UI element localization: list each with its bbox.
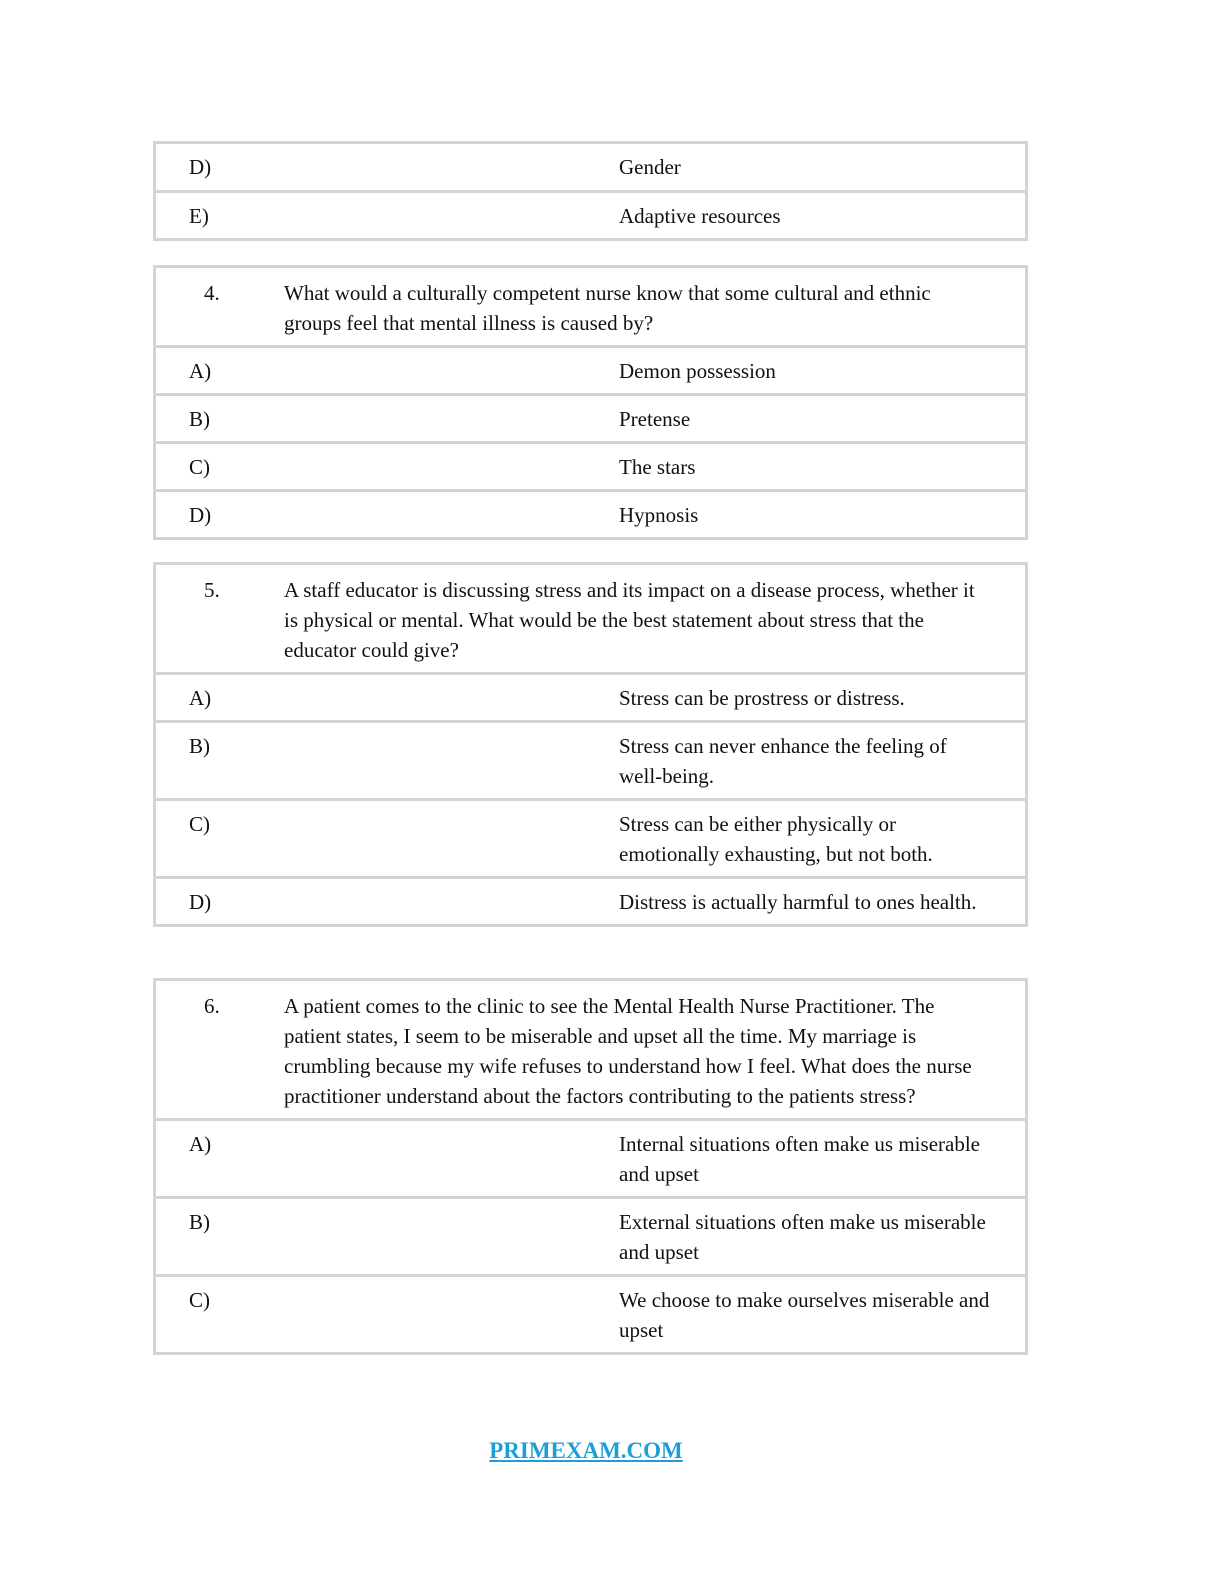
question-number: 4.: [204, 281, 220, 305]
option-letter: E): [189, 204, 209, 228]
question-5-table: [153, 562, 1028, 927]
option-text: Stress can never enhance the feeling of well-being.: [619, 734, 947, 788]
option-row-a: [156, 345, 1025, 393]
option-row-d: [156, 489, 1025, 537]
option-row-a: [156, 1118, 1025, 1196]
option-row-c: [156, 798, 1025, 876]
question-text: A patient comes to the clinic to see the Mental Health Nurse Practitioner. The patient states, I seem to be miserable and upset all the time. My marriage is crumbling because my wife refuses to understand how I feel. What does the nurse practitioner understand about the factors contributing to the patients stress?: [284, 994, 972, 1108]
option-letter: A): [189, 686, 212, 710]
option-row-a: [156, 672, 1025, 720]
option-text: Internal situations often make us miserable and upset: [619, 1132, 980, 1186]
option-letter: C): [189, 812, 210, 836]
option-letter: D): [189, 890, 212, 914]
option-text: We choose to make ourselves miserable and upset: [619, 1288, 990, 1342]
option-row-b: [156, 720, 1025, 798]
option-row-b: [156, 1196, 1025, 1274]
option-row-b: [156, 393, 1025, 441]
question-3-continued-table: [153, 141, 1028, 241]
option-letter: C): [189, 455, 210, 479]
option-row-c: [156, 1274, 1025, 1352]
option-text: Gender: [619, 155, 681, 179]
question-number: 5.: [204, 578, 220, 602]
option-text: Demon possession: [619, 359, 776, 383]
option-letter: D): [189, 503, 212, 527]
question-number: 6.: [204, 994, 220, 1018]
option-text: Distress is actually harmful to ones health.: [619, 890, 977, 914]
option-letter: A): [189, 359, 212, 383]
option-text: Pretense: [619, 407, 691, 431]
option-row-e: [156, 190, 1025, 238]
option-text: Stress can be either physically or emotionally exhausting, but not both.: [619, 812, 933, 866]
question-4-table: [153, 265, 1028, 540]
question-row: [156, 268, 1025, 345]
question-text: What would a culturally competent nurse know that some cultural and ethnic groups feel that mental illness is caused by?: [284, 281, 931, 335]
footer-site-link[interactable]: PRIMEXAM.COM: [489, 1438, 683, 1463]
option-letter: D): [189, 155, 212, 179]
option-letter: B): [189, 1210, 210, 1234]
option-text: Hypnosis: [619, 503, 699, 527]
option-letter: B): [189, 407, 210, 431]
option-letter: B): [189, 734, 210, 758]
question-row: [156, 565, 1025, 672]
option-row-d: [156, 144, 1025, 190]
option-letter: C): [189, 1288, 210, 1312]
question-text: A staff educator is discussing stress and its impact on a disease process, whether it is physical or mental. What would be the best statement about stress that the educator could give?: [284, 578, 975, 662]
option-text: Stress can be prostress or distress.: [619, 686, 905, 710]
option-row-d: [156, 876, 1025, 924]
option-text: Adaptive resources: [619, 204, 781, 228]
option-row-c: [156, 441, 1025, 489]
question-6-table: [153, 978, 1028, 1355]
question-row: [156, 981, 1025, 1118]
option-text: External situations often make us miserable and upset: [619, 1210, 986, 1264]
option-letter: A): [189, 1132, 212, 1156]
option-text: The stars: [619, 455, 696, 479]
